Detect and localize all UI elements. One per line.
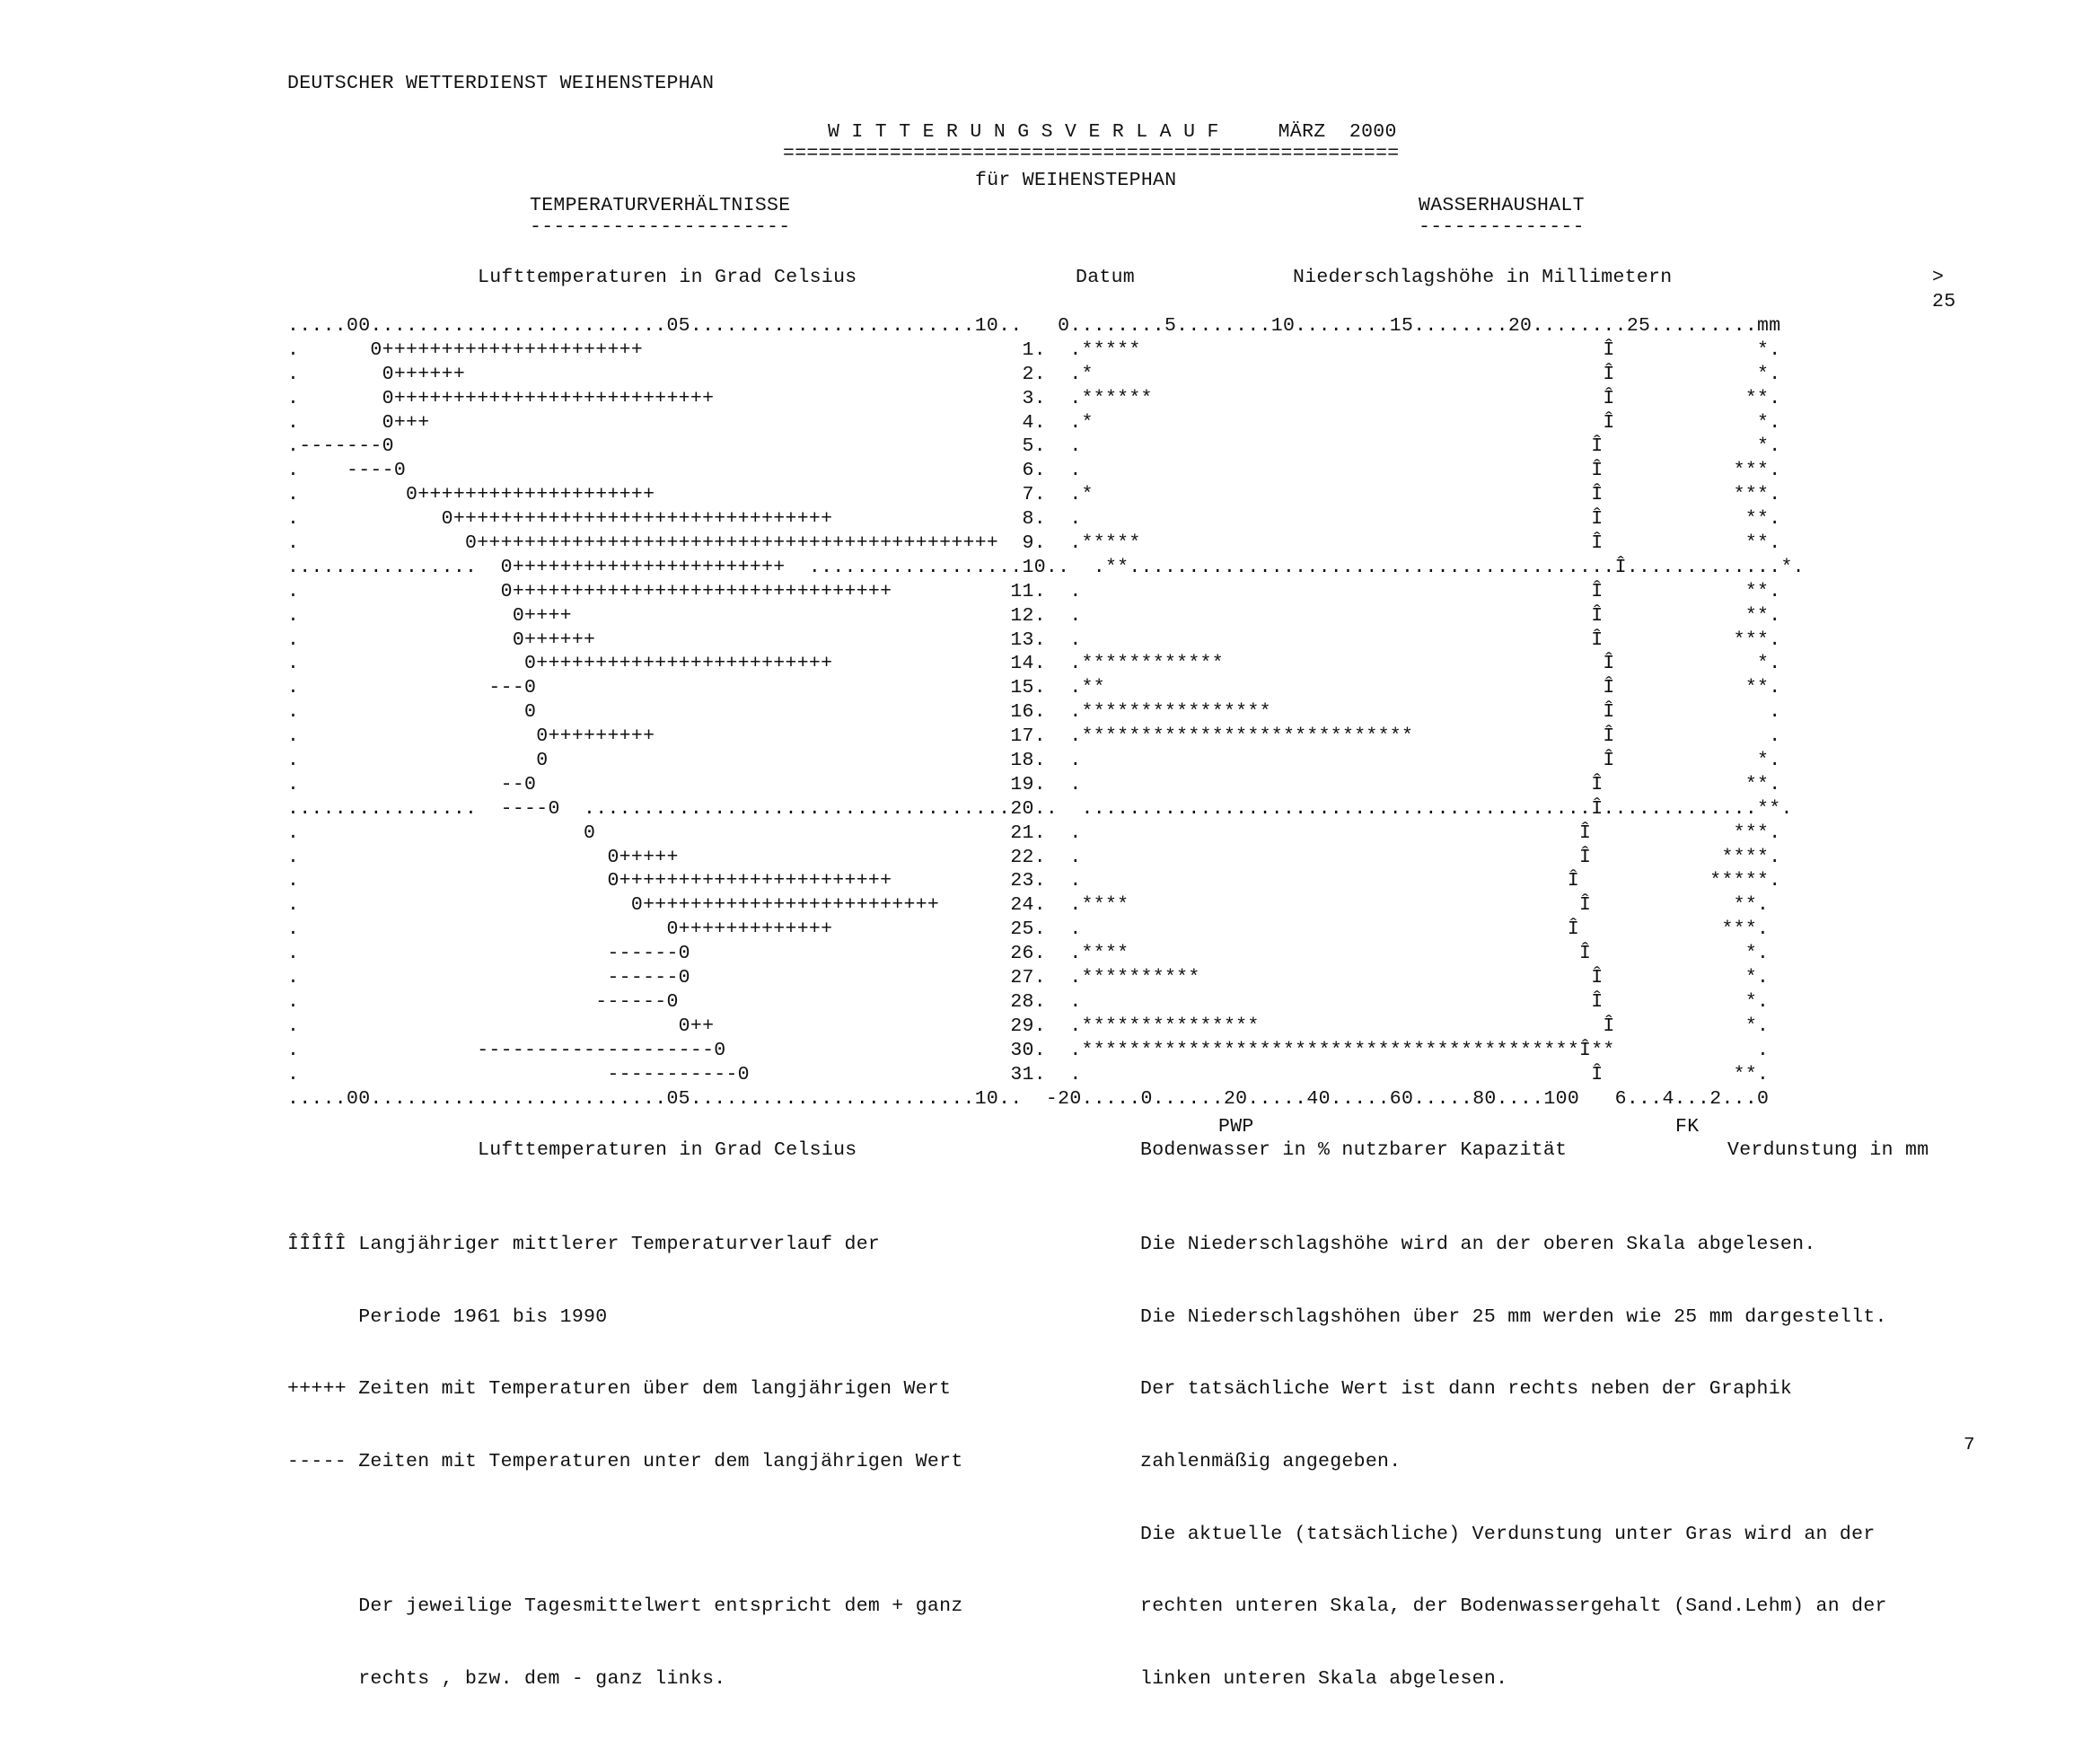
precipitation-axis-title: Niederschlagshöhe in Millimetern (1293, 267, 1673, 288)
document-title: W I T T E R U N G S V E R L A U F MÄRZ 2000 (828, 121, 1397, 143)
legend-line: Der jeweilige Tagesmittelwert entspricht dem + ganz (287, 1595, 963, 1618)
chart-row-day-11: . 0++++++++++++++++++++++++++++++++ 11. . Î **. (287, 580, 1781, 602)
legend-temperature (287, 1184, 963, 1740)
temperature-section-underline: ---------------------- (530, 216, 791, 238)
chart-row-day-13: . 0++++++ 13. . Î ***. (287, 628, 1781, 651)
chart-row-day-30: . --------------------0 30. .******************************************Î** . (287, 1039, 1770, 1061)
chart-row-day-2: . 0++++++ 2. .* Î *. (287, 363, 1781, 385)
title-underline: ==================================================== (783, 143, 1400, 164)
chart-row-day-17: . 0+++++++++ 17. .**************************** Î . (287, 725, 1781, 748)
temperature-axis-title-bottom: Lufttemperaturen in Grad Celsius (478, 1139, 857, 1161)
evaporation-axis-title: Verdunstung in mm (1727, 1139, 1929, 1161)
chart-row-day-18: . 0 18. . Î *. (287, 750, 1781, 772)
legend-line: zahlenmäßig angegeben. (1140, 1450, 1401, 1472)
institution-name: DEUTSCHER WETTERDIENST WEIHENSTEPHAN (287, 73, 715, 94)
legend-line: ÎÎÎÎÎ Langjähriger mittlerer Temperaturverlauf der (287, 1233, 881, 1255)
chart-row-day-4: . 0+++ 4. .* Î *. (287, 411, 1781, 434)
legend-line (287, 1523, 963, 1547)
ascii-weather-chart (287, 314, 1975, 1111)
chart-row-day-12: . 0++++ 12. . Î **. (287, 604, 1781, 627)
legend-line: rechten unteren Skala, der Bodenwassergehalt (Sand.Lehm) an der (1140, 1595, 1887, 1618)
chart-row-day-3: . 0+++++++++++++++++++++++++++ 3. .****** Î **. (287, 387, 1781, 409)
pwp-label: PWP (1218, 1116, 1254, 1138)
date-column-title: Datum (1076, 267, 1136, 288)
chart-row-day-14: . 0+++++++++++++++++++++++++ 14. .************ Î *. (287, 653, 1781, 675)
legend-line: linken unteren Skala abgelesen. (1140, 1668, 1508, 1691)
chart-row-day-8: . 0++++++++++++++++++++++++++++++++ 8. . Î **. (287, 508, 1781, 531)
chart-row-day-5: .-------0 5. . Î *. (287, 435, 1781, 458)
chart-row-day-25: . 0+++++++++++++ 25. . Î ***. (287, 918, 1770, 941)
chart-row-day-1: . 0++++++++++++++++++++++ 1. .***** Î *. (287, 338, 1781, 361)
legend-line: Die Niederschlagshöhen über 25 mm werden wie 25 mm dargestellt. (1140, 1305, 1887, 1328)
water-section-underline: -------------- (1419, 216, 1585, 238)
chart-row-day-23: . 0+++++++++++++++++++++++ 23. . Î *****. (287, 870, 1781, 892)
water-section-title: WASSERHAUSHALT (1419, 195, 1585, 216)
location-label: für WEIHENSTEPHAN (975, 170, 1177, 191)
chart-row-day-27: . ------0 27. .********** Î *. (287, 967, 1770, 989)
soil-water-axis-title: Bodenwasser in % nutzbarer Kapazität (1140, 1139, 1568, 1161)
chart-row-day-20: ................ ----0 ....................................20.. ...........................................Î.............**. (287, 797, 1793, 820)
temperature-axis-title-top: Lufttemperaturen in Grad Celsius (478, 267, 857, 288)
chart-row-day-22: . 0+++++ 22. . Î ****. (287, 846, 1781, 868)
chart-row-day-29: . 0++ 29. .*************** Î *. (287, 1015, 1770, 1037)
chart-row-day-26: . ------0 26. .**** Î *. (287, 943, 1770, 965)
chart-row-day-10: ................ 0+++++++++++++++++++++++ ..................10.. .**.........................................Î.............*. (287, 556, 1805, 578)
chart-bottom-scale: .....00.........................05........................10.. -20.....0......20.....40.....60.....80....100 6...4...2...0 (287, 1087, 1770, 1110)
chart-row-day-28: . ------0 28. . Î *. (287, 990, 1770, 1013)
chart-row-day-16: . 0 16. .**************** Î . (287, 701, 1781, 724)
fk-label: FK (1675, 1116, 1700, 1138)
chart-row-day-24: . 0+++++++++++++++++++++++++ 24. .**** Î **. (287, 894, 1770, 917)
chart-top-scale: .....00.........................05........................10.. 0........5........10........15........20........25.........mm (287, 315, 1781, 337)
over-threshold-marker: > (1932, 267, 1945, 288)
legend-line: Die aktuelle (tatsächliche) Verdunstung unter Gras wird an der (1140, 1523, 1876, 1545)
chart-row-day-9: . 0++++++++++++++++++++++++++++++++++++++++++++ 9. .***** Î **. (287, 532, 1781, 555)
chart-row-day-31: . -----------0 31. . Î **. (287, 1063, 1770, 1085)
chart-row-day-21: . 0 21. . Î ***. (287, 822, 1781, 844)
legend-line: rechts , bzw. dem - ganz links. (287, 1668, 726, 1691)
chart-row-day-15: . ---0 15. .** Î **. (287, 677, 1781, 699)
chart-row-day-7: . 0++++++++++++++++++++ 7. .* Î ***. (287, 484, 1781, 506)
legend-line: +++++ Zeiten mit Temperaturen über dem langjährigen Wert (287, 1378, 952, 1401)
legend-line: Der tatsächliche Wert ist dann rechts neben der Graphik (1140, 1378, 1793, 1401)
legend-water-balance (1140, 1184, 1887, 1740)
temperature-section-title: TEMPERATURVERHÄLTNISSE (530, 195, 791, 216)
legend-line: Die Niederschlagshöhe wird an der oberen Skala abgelesen. (1140, 1233, 1816, 1255)
chart-row-day-19: . --0 19. . Î **. (287, 773, 1781, 795)
legend-line: Periode 1961 bis 1990 (287, 1305, 608, 1328)
legend-line: ----- Zeiten mit Temperaturen unter dem langjährigen Wert (287, 1450, 963, 1472)
over-threshold-value: 25 (1932, 291, 1956, 312)
chart-row-day-6: . ----0 6. . Î ***. (287, 460, 1781, 482)
page-number: 7 (1964, 1437, 1975, 1449)
